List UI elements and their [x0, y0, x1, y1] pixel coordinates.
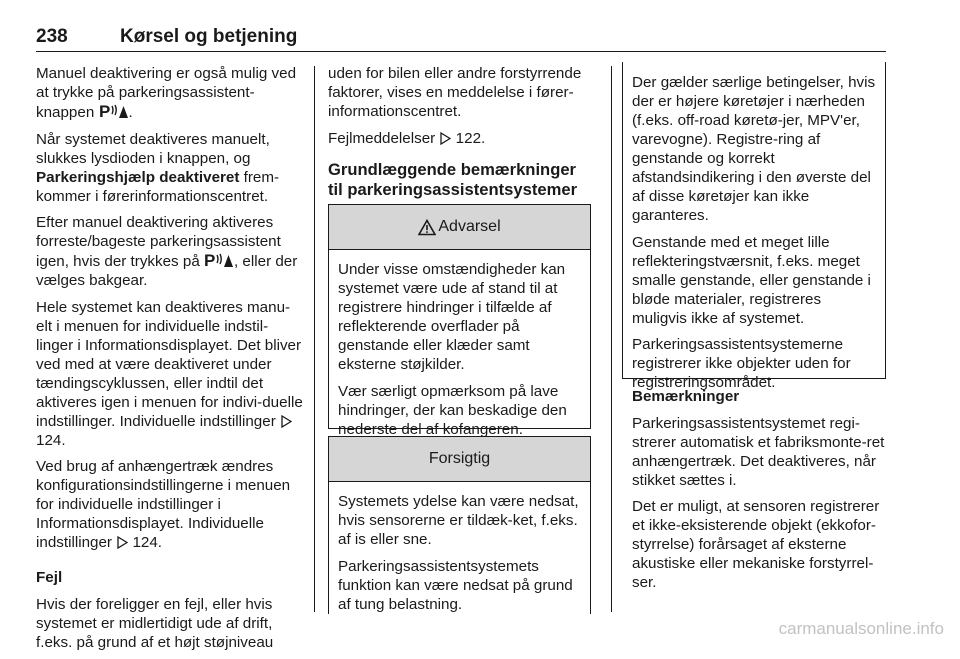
paragraph: Genstande med et meget lille reflekteringstværsnit, f.eks. meget smalle genstande, eller genstande i bløde materialer, registreres muligvis ikke af systemet.	[632, 233, 871, 327]
warning-box	[328, 204, 591, 438]
parking-assist-icon	[204, 251, 234, 268]
page-title: Kørsel og betjening	[120, 26, 298, 47]
paragraph: Hvis der foreligger en fejl, eller hvis systemet er midlertidigt ude af drift, f.eks. på grund af et højt støjniveau	[36, 595, 274, 651]
caution-title: Forsigtig	[428, 450, 491, 467]
paragraph: Det er muligt, at sensoren registrerer et ikke-eksisterende objekt (ekkofor-styrrelse) forårsaget af eksterne akustiske eller mekaniske forstyrrel-ser.	[632, 498, 880, 591]
paragraph	[36, 457, 304, 552]
paragraph	[36, 298, 304, 450]
section-heading: Grundlæggende bemærkninger til parkeringsassistentsystemer	[328, 159, 578, 199]
display-message: Parkeringshjælp deaktiveret	[36, 168, 240, 186]
text: frem-kommer i førerinformationscentret.	[36, 168, 280, 205]
column-divider-left	[314, 66, 315, 612]
paragraph: Parkeringsassistentsystemet regi-strerer automatisk et fabriksmonte-ret anhængertræk. Det deaktiveres, når stikket sættes i.	[632, 414, 885, 489]
notes-section	[632, 387, 888, 600]
text: , eller der vælges bakgear.	[36, 253, 298, 289]
page-header	[36, 22, 886, 52]
caution-box-continued-body	[623, 62, 885, 406]
text: Efter manuel deaktivering aktiveres forreste/bageste parkeringsassistent igen, hvis der trykkes på	[36, 214, 281, 270]
paragraph: Systemets ydelse kan være nedsat, hvis sensorerne er tildæk-ket, f.eks. af is eller sne.	[338, 493, 579, 548]
watermark: carmanualsonline.info	[778, 619, 944, 638]
parking-assist-icon	[99, 102, 129, 119]
svg-text:P: P	[98, 102, 110, 119]
caution-box-body	[329, 482, 590, 627]
paragraph	[36, 64, 304, 122]
paragraph	[36, 130, 304, 206]
text: Ved brug af anhængertræk ændres konfigurationsindstillingerne i menuen for individuelle indstillinger i Informationsdisplayet. Individuelle indstillinger	[36, 458, 291, 551]
paragraph: Under visse omstændigheder kan systemet være ude af stand til at registrere hindringer i tilfælde af reflekterende overflader på genstande eller klæder samt eksterne støjkilder.	[338, 261, 566, 373]
paragraph	[328, 129, 590, 148]
caution-box-header	[329, 437, 590, 482]
page-reference-triangle-icon	[116, 536, 128, 549]
left-column	[36, 64, 304, 659]
page-reference[interactable]: 122.	[455, 129, 486, 147]
caution-box-continued	[622, 62, 886, 391]
middle-column	[328, 64, 590, 212]
page-reference[interactable]: 124.	[132, 534, 162, 551]
paragraph: Parkeringsassistentsystemerne registrerer ikke objekter uden for registreringsområdet.	[632, 336, 851, 391]
text: Når systemet deaktiveres manuelt, slukkes lysdioden i knappen, og	[36, 130, 270, 167]
notes-heading: Bemærkninger	[632, 388, 740, 405]
text: Hele systemet kan deaktiveres manu-elt i menuen for individuelle indstil-linger i Informationsdisplayet. Det bliver ved med at være deaktiveret under tændingscyklussen, eller indtil det aktiveres igen i menuen for indivi-duelle indstillinger. Individuelle indstillinger	[36, 298, 303, 430]
svg-text:P: P	[203, 251, 216, 268]
paragraph: Vær særligt opmærksom på lave hindringer, der kan beskadige den nederste del af kofangeren.	[338, 382, 567, 438]
text: Manuel deaktivering er også mulig ved at trykke på parkeringsassistent-knappen	[36, 65, 297, 121]
warning-title: Advarsel	[438, 218, 501, 235]
page-reference[interactable]: 124.	[36, 431, 66, 449]
header-rule	[36, 51, 886, 52]
text: Fejlmeddelelser	[328, 129, 440, 147]
paragraph	[36, 213, 304, 290]
paragraph: uden for bilen eller andre forstyrrende faktorer, vises en meddelelse i fører-informationscentret.	[328, 65, 582, 120]
column-divider-right	[611, 66, 612, 612]
page-reference-triangle-icon	[439, 132, 451, 145]
text: .	[128, 104, 133, 121]
section-heading: Fejl	[36, 569, 63, 586]
paragraph: Parkeringsassistentsystemets funktion kan være nedsat på grund af tung belastning.	[338, 557, 573, 613]
warning-triangle-icon	[418, 219, 436, 236]
warning-box-header	[329, 205, 590, 250]
warning-box-body	[329, 250, 590, 452]
page-number: 238	[36, 26, 68, 47]
paragraph: Der gælder særlige betingelser, hvis der er højere køretøjer i nærheden (f.eks. off-road køretø-jer, MPV'er, varevogne). Registre-ring af genstande og korrekt afstandsindikering i den øverste del af disse køretøjer kan ikke garanteres.	[632, 74, 876, 224]
caution-box	[328, 436, 591, 614]
page-reference-triangle-icon	[280, 415, 292, 428]
